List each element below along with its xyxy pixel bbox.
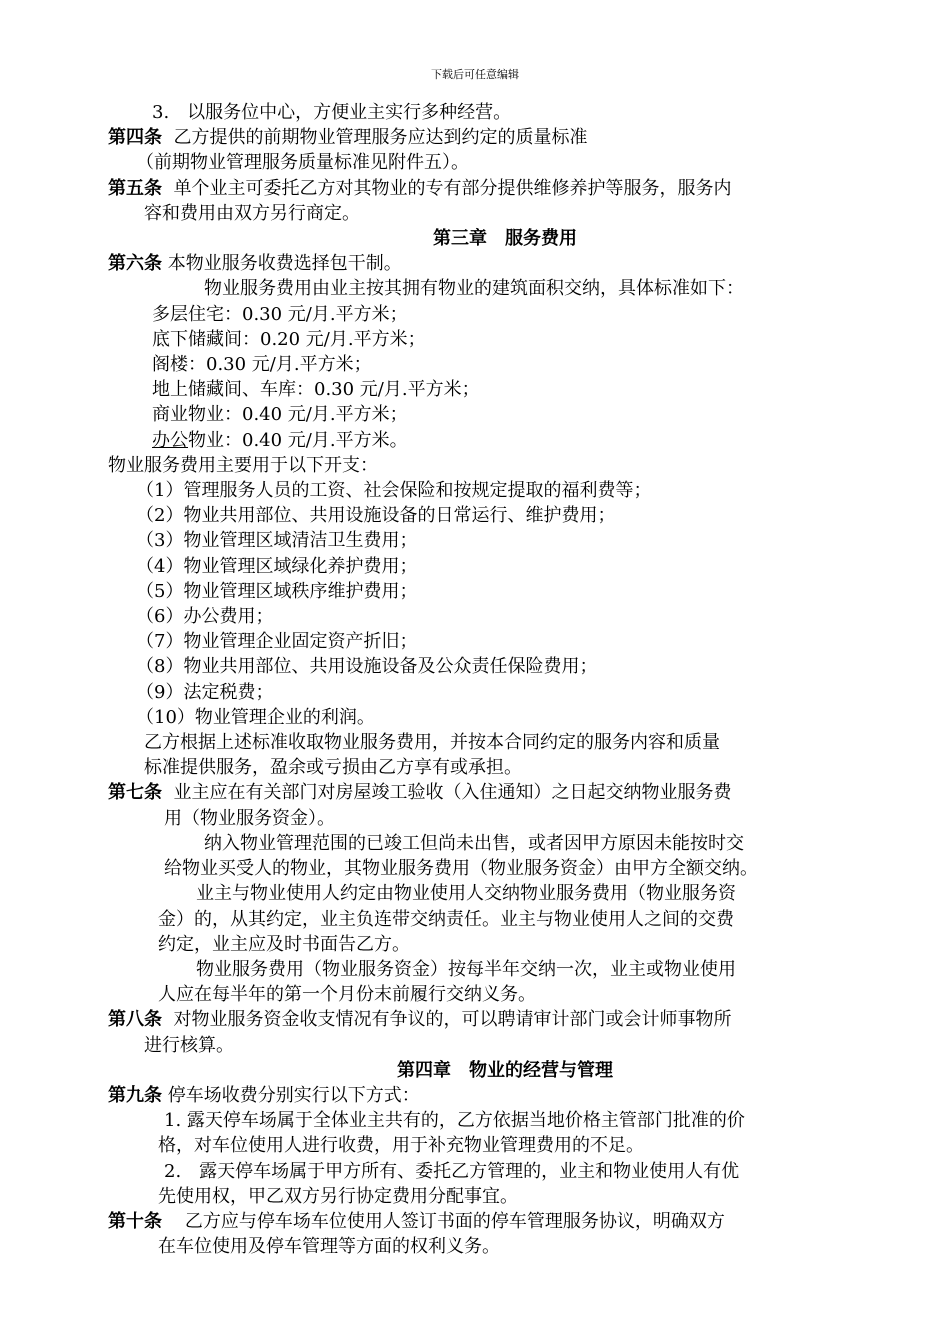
article-label: 第七条 <box>108 782 162 804</box>
text-line: 乙方提供的前期物业管理服务应达到约定的质量标准 <box>173 127 588 149</box>
text-line: 1. 露天停车场属于全体业主共有的，乙方依据当地价格主管部门批准的价 <box>164 1110 745 1132</box>
fee-item: 商业物业：0.40 元/月.平方米； <box>152 404 408 426</box>
text-line: 用（物业服务资金）。 <box>164 807 335 829</box>
text-line: 物业：0.40 元/月.平方米。 <box>188 429 408 451</box>
underlined-text: 办公 <box>152 429 188 451</box>
page-header: 下载后可任意编辑 <box>431 68 519 81</box>
text-line: 2. 露天停车场属于甲方所有、委托乙方管理的，业主和物业使用人有优 <box>164 1160 740 1182</box>
text-line: 物业服务费用主要用于以下开支： <box>108 454 378 476</box>
fee-item: 阁楼：0.30 元/月.平方米； <box>152 354 372 376</box>
text-line: 业主应在有关部门对房屋竣工验收（入住通知）之日起交纳物业服务费 <box>173 782 732 804</box>
expense-item: （4）物业管理区域绿化养护费用； <box>136 555 418 577</box>
article-7 <box>108 780 894 805</box>
text-line: 先使用权，甲乙双方另行协定费用分配事宜。 <box>158 1185 518 1207</box>
article-9 <box>108 1083 894 1108</box>
expense-item: （3）物业管理区域清洁卫生费用； <box>136 530 418 552</box>
text-line: 人应在每半年的第一个月份末前履行交纳义务。 <box>158 984 536 1006</box>
fee-item: 底下储藏间：0.20 元/月.平方米； <box>152 328 426 350</box>
expense-item: （7）物业管理企业固定资产折旧； <box>136 631 418 653</box>
text-line: 在车位使用及停车管理等方面的权利义务。 <box>158 1236 500 1258</box>
expense-item: （10）物业管理企业的利润。 <box>136 706 375 728</box>
text-line: 标准提供服务，盈余或亏损由乙方享有或承担。 <box>144 757 522 779</box>
article-label: 第九条 <box>108 1084 162 1106</box>
article-8 <box>108 1007 894 1032</box>
document-body <box>108 100 894 1259</box>
text-line: 对物业服务资金收支情况有争议的，可以聘请审计部门或会计师事物所 <box>173 1009 732 1031</box>
article-6 <box>108 251 894 276</box>
text-line: 容和费用由双方另行商定。 <box>144 202 360 224</box>
text-line: 给物业买受人的物业，其物业服务费用（物业服务资金）由甲方全额交纳。 <box>164 858 758 880</box>
text-line: 物业服务费用（物业服务资金）按每半年交纳一次，业主或物业使用 <box>196 958 736 980</box>
expense-item: （5）物业管理区域秩序维护费用； <box>136 580 418 602</box>
text-line: 业主与物业使用人约定由物业使用人交纳物业服务费用（物业服务资 <box>196 883 736 905</box>
article-label: 第十条 <box>108 1210 162 1232</box>
chapter-3-heading: 第三章 服务费用 <box>433 228 577 250</box>
fee-item <box>108 428 894 453</box>
expense-item: （8）物业共用部位、共用设施设备及公众责任保险费用； <box>136 656 598 678</box>
fee-item: 地上储藏间、车库：0.30 元/月.平方米； <box>152 379 480 401</box>
text-line: （前期物业管理服务质量标准见附件五）。 <box>136 152 469 174</box>
chapter-4-heading: 第四章 物业的经营与管理 <box>397 1059 613 1081</box>
expense-item: （1）管理服务人员的工资、社会保险和按规定提取的福利费等； <box>136 480 652 502</box>
article-label: 第四条 <box>108 127 162 149</box>
text-line: 3. 以服务位中心，方便业主实行多种经营。 <box>152 102 512 123</box>
article-label: 第八条 <box>108 1009 162 1031</box>
text-line: 金）的，从其约定，业主负连带交纳责任。业主与物业使用人之间的交费 <box>158 908 734 930</box>
article-label: 第五条 <box>108 177 162 199</box>
fee-item: 多层住宅：0.30 元/月.平方米； <box>152 303 408 325</box>
text-line: 乙方根据上述标准收取物业服务费用，并按本合同约定的服务内容和质量 <box>144 732 720 754</box>
text-line: 停车场收费分别实行以下方式： <box>167 1084 420 1106</box>
text-line: 物业服务费用由业主按其拥有物业的建筑面积交纳，具体标准如下： <box>204 278 744 300</box>
expense-item: （6）办公费用； <box>136 606 274 628</box>
text-line: 进行核算。 <box>144 1034 234 1056</box>
expense-item: （2）物业共用部位、共用设施设备的日常运行、维护费用； <box>136 505 616 527</box>
article-5 <box>108 176 894 201</box>
text-line: 单个业主可委托乙方对其物业的专有部分提供维修养护等服务，服务内 <box>173 177 732 199</box>
text-line: 约定，业主应及时书面告乙方。 <box>158 933 410 955</box>
article-label: 第六条 <box>108 253 162 275</box>
text-line: 格，对车位使用人进行收费，用于补充物业管理费用的不足。 <box>158 1135 644 1157</box>
article-4 <box>108 125 894 150</box>
text-line: 纳入物业管理范围的已竣工但尚未出售，或者因甲方原因未能按时交 <box>204 832 744 854</box>
text-line: 乙方应与停车场车位使用人签订书面的停车管理服务协议，明确双方 <box>184 1210 725 1232</box>
article-10 <box>108 1209 894 1234</box>
expense-item: （9）法定税费； <box>136 681 274 703</box>
text-line: 本物业服务收费选择包干制。 <box>167 253 402 275</box>
